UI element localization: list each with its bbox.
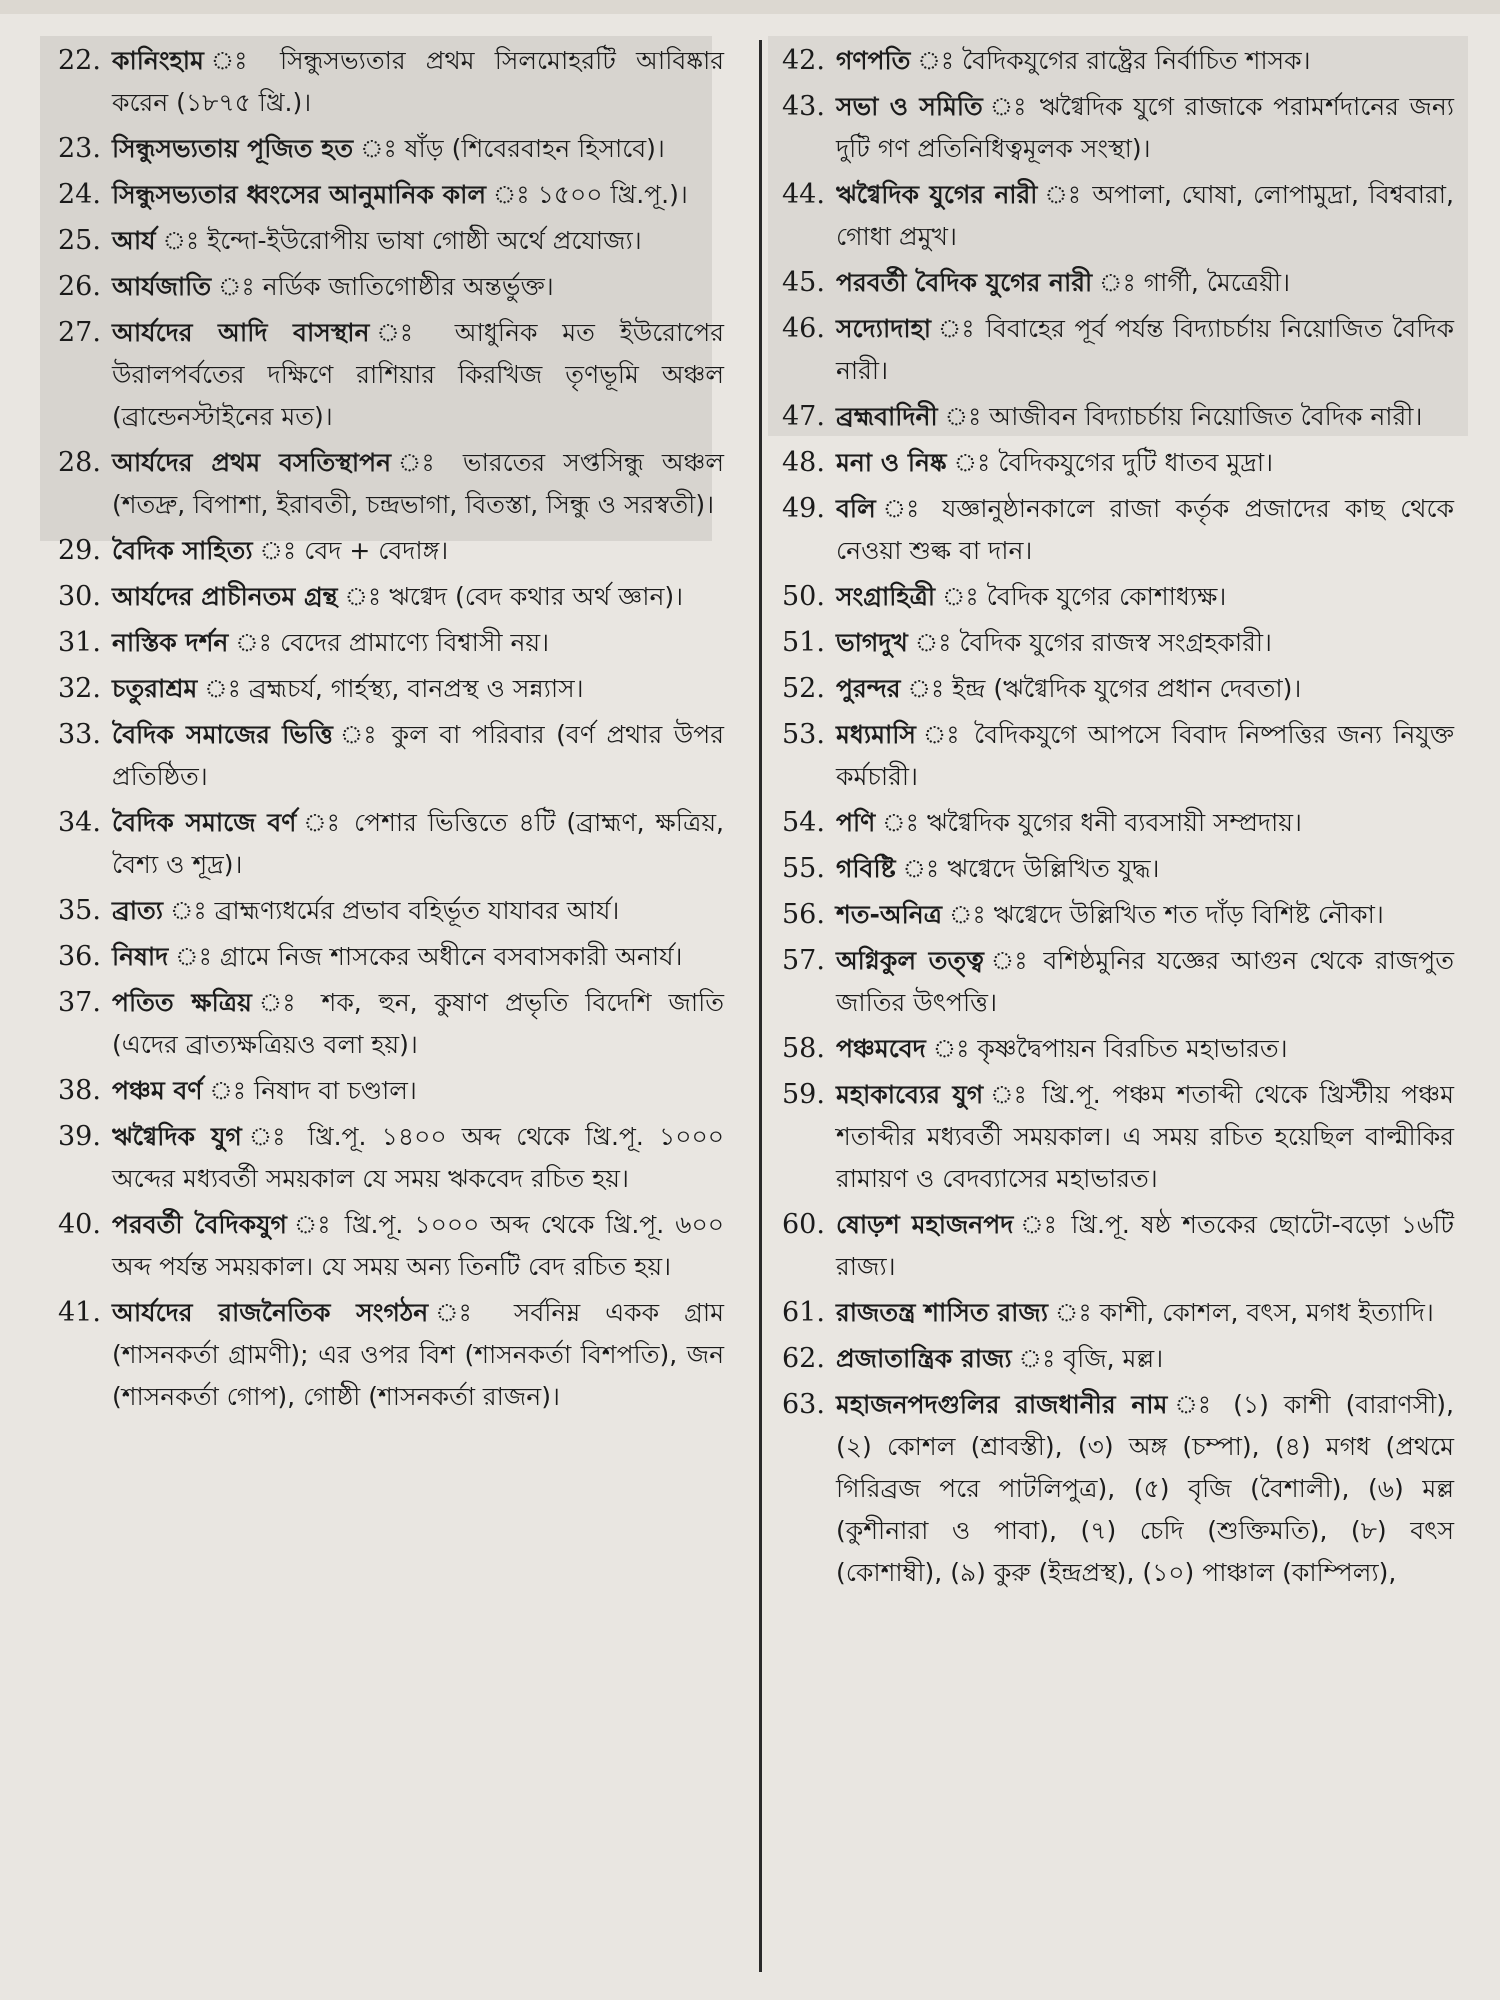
item-definition: ঃ অপালা, ঘোষা, লোপামুদ্রা, বিশ্ববারা, গোধা প্রমুখ। [836, 180, 1454, 251]
item-body [112, 266, 724, 308]
item-body [112, 668, 724, 710]
list-item [782, 576, 1454, 618]
item-body [836, 1292, 1454, 1334]
item-term: রাজতন্ত্র শাসিত রাজ্য [836, 1298, 1048, 1327]
item-term: ব্রহ্মবাদিনী [836, 402, 938, 431]
item-term: বৈদিক সমাজের ভিত্তি [112, 720, 333, 749]
item-body [836, 262, 1454, 304]
list-item [782, 894, 1454, 936]
item-term: বলি [836, 494, 876, 523]
item-body [836, 802, 1454, 844]
item-number: 37. [58, 987, 101, 1018]
item-term: নাস্তিক দর্শন [112, 628, 229, 657]
list-item [782, 848, 1454, 890]
item-body [836, 86, 1454, 170]
item-term: পণি [836, 808, 876, 837]
item-body [836, 40, 1454, 82]
list-item [782, 802, 1454, 844]
list-item [58, 1116, 724, 1200]
right-column [782, 40, 1454, 1598]
list-item [58, 936, 724, 978]
item-number: 55. [782, 853, 825, 884]
list-item [58, 576, 724, 618]
item-definition: ঃ শক, হুন, কুষাণ প্রভৃতি বিদেশি জাতি (এদের ব্রাত্যক্ষত্রিয়ও বলা হয়)। [112, 988, 724, 1059]
item-body [112, 442, 724, 526]
item-term: নিষাদ [112, 942, 169, 971]
item-body [836, 894, 1454, 936]
list-item [782, 1204, 1454, 1288]
list-item [782, 668, 1454, 710]
item-definition: ঃ নিষাদ বা চণ্ডাল। [202, 1076, 417, 1105]
list-item [58, 40, 724, 124]
item-number: 36. [58, 941, 101, 972]
item-definition: ঃ বেদের প্রামাণ্যে বিশ্বাসী নয়। [228, 628, 550, 657]
item-definition: ঃ বৈদিকযুগের দুটি ধাতব মুদ্রা। [946, 448, 1274, 477]
item-term: ঋগ্বৈদিক যুগের নারী [836, 180, 1038, 209]
item-number: 61. [782, 1297, 825, 1328]
item-number: 56. [782, 899, 825, 930]
item-number: 43. [782, 91, 825, 122]
item-body [112, 1116, 724, 1200]
item-number: 58. [782, 1033, 825, 1064]
item-definition: ঃ বিবাহের পূর্ব পর্যন্ত বিদ্যাচর্চায় নিয়োজিত বৈদিক নারী। [836, 314, 1454, 385]
item-term: প্রজাতান্ত্রিক রাজ্য [836, 1344, 1012, 1373]
item-body [112, 576, 724, 618]
item-definition: ঃ কৃষ্ণদ্বৈপায়ন বিরচিত মহাভারত। [925, 1034, 1288, 1063]
item-definition: ঃ নর্ডিক জাতিগোষ্ঠীর অন্তর্ভুক্ত। [211, 272, 554, 301]
item-body [836, 576, 1454, 618]
item-definition: ঃ ঋগ্বেদে উল্লিখিত যুদ্ধ। [895, 854, 1160, 883]
item-body [836, 488, 1454, 572]
item-body [112, 128, 724, 170]
list-item [58, 802, 724, 886]
item-term: মধ্যমাসি [836, 720, 916, 749]
item-number: 52. [782, 673, 825, 704]
list-item [58, 982, 724, 1066]
item-body [112, 312, 724, 438]
item-body [112, 174, 724, 216]
item-number: 63. [782, 1389, 825, 1420]
item-term: গবিষ্টি [836, 854, 896, 883]
item-number: 34. [58, 807, 101, 838]
item-term: সিন্ধুসভ্যতার ধ্বংসের আনুমানিক কাল [112, 180, 486, 209]
left-column [58, 40, 724, 1422]
item-body [836, 714, 1454, 798]
item-number: 26. [58, 271, 101, 302]
item-definition: ঃ বৈদিকযুগের রাষ্ট্রের নির্বাচিত শাসক। [910, 46, 1311, 75]
item-definition: ঃ বশিষ্ঠমুনির যজ্ঞের আগুন থেকে রাজপুত জাতির উৎপত্তি। [836, 946, 1454, 1017]
list-item [58, 1204, 724, 1288]
item-definition: ঃ ইন্দো-ইউরোপীয় ভাষা গোষ্ঠী অর্থে প্রযোজ্য। [155, 226, 642, 255]
item-term: সংগ্রাহিত্রী [836, 582, 936, 611]
item-term: পরবর্তী বৈদিকযুগ [112, 1210, 287, 1239]
item-number: 57. [782, 945, 825, 976]
item-term: ভাগদুখ [836, 628, 908, 657]
item-body [836, 442, 1454, 484]
item-number: 50. [782, 581, 825, 612]
item-body [112, 1292, 724, 1418]
item-number: 51. [782, 627, 825, 658]
item-term: আর্যজাতি [112, 272, 212, 301]
item-number: 30. [58, 581, 101, 612]
item-number: 45. [782, 267, 825, 298]
item-term: ঋগ্বৈদিক যুগ [112, 1122, 242, 1151]
item-number: 54. [782, 807, 825, 838]
item-body [836, 396, 1454, 438]
item-term: মহাজনপদগুলির রাজধানীর নাম [836, 1390, 1168, 1419]
item-body [112, 530, 724, 572]
item-definition: ঃ (১) কাশী (বারাণসী), (২) কোশল (শ্রাবস্তী), (৩) অঙ্গ (চম্পা), (৪) মগধ (প্রথমে গিরিব্রজ পরে পাটলিপুত্র), (৫) বৃজি (বৈশালী), (৬) মল্ল (কুশীনারা ও পাবা), (৭) চেদি (শুক্তিমতি), (৮) বৎস (কোশাম্বী), (৯) কুরু (ইন্দ্রপ্রস্থ), (১০) পাঞ্চাল (কাম্পিল্য), [836, 1390, 1454, 1587]
item-term: মহাকাব্যের যুগ [836, 1080, 984, 1109]
item-term: পুরন্দর [836, 674, 901, 703]
column-divider [759, 40, 762, 1972]
item-number: 24. [58, 179, 101, 210]
item-term: আর্যদের প্রাচীনতম গ্রন্থ [112, 582, 338, 611]
item-body [112, 802, 724, 886]
item-number: 44. [782, 179, 825, 210]
item-term: আর্য [112, 226, 156, 255]
item-definition: ঃ সিন্ধুসভ্যতার প্রথম সিলমোহরটি আবিষ্কার করেন (১৮৭৫ খ্রি.)। [112, 46, 724, 117]
list-item [782, 1028, 1454, 1070]
item-number: 22. [58, 45, 101, 76]
list-item [58, 622, 724, 664]
item-definition: ঃ ঋগ্বেদ (বেদ কথার অর্থ জ্ঞান)। [337, 582, 684, 611]
item-body [112, 890, 724, 932]
item-body [836, 622, 1454, 664]
list-item [782, 442, 1454, 484]
item-term: চতুরাশ্রম [112, 674, 198, 703]
item-body [836, 668, 1454, 710]
item-term: গণপতি [836, 46, 911, 75]
item-definition: ঃ বৈদিকযুগে আপসে বিবাদ নিষ্পত্তির জন্য নিযুক্ত কর্মচারী। [836, 720, 1454, 791]
item-number: 25. [58, 225, 101, 256]
list-item [782, 1338, 1454, 1380]
item-number: 40. [58, 1209, 101, 1240]
item-definition: ঃ আজীবন বিদ্যাচর্চায় নিয়োজিত বৈদিক নারী। [937, 402, 1423, 431]
list-item [782, 396, 1454, 438]
item-definition: ঃ বেদ + বেদাঙ্গ। [252, 536, 449, 565]
list-item [58, 312, 724, 438]
item-term: সভা ও সমিতি [836, 92, 983, 121]
item-body [112, 982, 724, 1066]
item-definition: ঃ বৈদিক যুগের রাজস্ব সংগ্রহকারী। [907, 628, 1272, 657]
item-number: 42. [782, 45, 825, 76]
item-body [112, 1204, 724, 1288]
item-definition: ঃ ১৫০০ খ্রি.পূ.)। [485, 180, 688, 209]
item-body [836, 174, 1454, 258]
item-definition: ঃ পেশার ভিত্তিতে ৪টি (ব্রাহ্মণ, ক্ষত্রিয়, বৈশ্য ও শূদ্র)। [112, 808, 724, 879]
item-body [836, 1384, 1454, 1594]
item-definition: ঃ ব্রাহ্মণ্যধর্মের প্রভাব বহির্ভূত যাযাবর আর্য। [163, 896, 620, 925]
item-definition: ঃ বৃজি, মল্ল। [1011, 1344, 1164, 1373]
list-item [58, 530, 724, 572]
item-definition: ঃ ভারতের সপ্তসিন্ধু অঞ্চল (শতদ্রু, বিপাশা, ইরাবতী, চন্দ্রভাগা, বিতস্তা, সিন্ধু ও সরস্বতী)। [112, 448, 724, 519]
item-term: আর্যদের প্রথম বসতিস্থাপন [112, 448, 391, 477]
item-term: বৈদিক সাহিত্য [112, 536, 253, 565]
item-number: 41. [58, 1297, 101, 1328]
item-term: সদ্যোদাহা [836, 314, 931, 343]
item-number: 28. [58, 447, 101, 478]
item-number: 27. [58, 317, 101, 348]
list-item [782, 174, 1454, 258]
list-item [782, 86, 1454, 170]
item-term: কানিংহাম [112, 46, 204, 75]
item-number: 35. [58, 895, 101, 926]
list-item [782, 40, 1454, 82]
list-item [782, 1074, 1454, 1200]
item-term: পঞ্চম বর্ণ [112, 1076, 203, 1105]
list-item [782, 1384, 1454, 1594]
list-item [782, 488, 1454, 572]
item-body [836, 1028, 1454, 1070]
item-number: 60. [782, 1209, 825, 1240]
list-item [58, 128, 724, 170]
item-body [836, 1074, 1454, 1200]
item-term: আর্যদের রাজনৈতিক সংগঠন [112, 1298, 429, 1327]
list-item [782, 714, 1454, 798]
list-item [782, 262, 1454, 304]
list-item [58, 266, 724, 308]
item-definition: ঃ খ্রি.পূ. পঞ্চম শতাব্দী থেকে খ্রিস্টীয় পঞ্চম শতাব্দীর মধ্যবর্তী সময়কাল। এ সময় রচিত হয়েছিল বাল্মীকির রামায়ণ ও বেদব্যাসের মহাভারত। [836, 1080, 1454, 1193]
item-number: 39. [58, 1121, 101, 1152]
item-definition: ঃ ব্রহ্মচর্য, গার্হস্থ্য, বানপ্রস্থ ও সন্ন্যাস। [197, 674, 584, 703]
item-term: শত-অনিত্র [836, 900, 943, 929]
item-term: ব্রাত্য [112, 896, 164, 925]
item-definition: ঃ ঋগ্বেদে উল্লিখিত শত দাঁড় বিশিষ্ট নৌকা। [942, 900, 1384, 929]
item-definition: ঃ কুল বা পরিবার (বর্ণ প্রথার উপর প্রতিষ্ঠিত। [112, 720, 724, 791]
item-number: 48. [782, 447, 825, 478]
item-definition: ঃ খ্রি.পূ. ১০০০ অব্দ থেকে খ্রি.পূ. ৬০০ অব্দ পর্যন্ত সময়কাল। যে সময় অন্য তিনটি বেদ রচিত হয়। [112, 1210, 724, 1281]
item-body [112, 936, 724, 978]
list-item [58, 1292, 724, 1418]
item-number: 33. [58, 719, 101, 750]
item-definition: ঃ ঋগ্বৈদিক যুগে রাজাকে পরামর্শদানের জন্য দুটি গণ প্রতিনিধিত্বমূলক সংস্থা)। [836, 92, 1454, 163]
item-number: 31. [58, 627, 101, 658]
item-number: 32. [58, 673, 101, 704]
item-term: পঞ্চমবেদ [836, 1034, 926, 1063]
item-term: পরবর্তী বৈদিক যুগের নারী [836, 268, 1093, 297]
list-item [58, 174, 724, 216]
item-definition: ঃ ষাঁড় (শিবেরবাহন হিসাবে)। [353, 134, 665, 163]
list-item [782, 1292, 1454, 1334]
item-number: 49. [782, 493, 825, 524]
item-definition: ঃ আধুনিক মত ইউরোপের উরালপর্বতের দক্ষিণে রাশিয়ার কিরখিজ তৃণভূমি অঞ্চল (ব্রান্ডেনস্টাইনের মত)। [112, 318, 725, 431]
item-number: 23. [58, 133, 101, 164]
item-number: 46. [782, 313, 825, 344]
item-body [112, 714, 724, 798]
item-number: 29. [58, 535, 101, 566]
item-body [112, 622, 724, 664]
list-item [782, 622, 1454, 664]
item-definition: ঃ যজ্ঞানুষ্ঠানকালে রাজা কর্তৃক প্রজাদের কাছ থেকে নেওয়া শুল্ক বা দান। [836, 494, 1454, 565]
item-body [112, 1070, 724, 1112]
list-item [58, 220, 724, 262]
item-number: 47. [782, 401, 825, 432]
item-term: মনা ও নিষ্ক [836, 448, 947, 477]
list-item [58, 442, 724, 526]
item-body [836, 848, 1454, 890]
item-definition: ঃ ঋগ্বৈদিক যুগের ধনী ব্যবসায়ী সম্প্রদায়। [875, 808, 1302, 837]
item-definition: ঃ গার্গী, মৈত্রেয়ী। [1092, 268, 1291, 297]
top-edge-strip [0, 0, 1500, 14]
list-item [782, 308, 1454, 392]
list-item [58, 714, 724, 798]
item-definition: ঃ কাশী, কোশল, বৎস, মগধ ইত্যাদি। [1047, 1298, 1434, 1327]
item-body [836, 1338, 1454, 1380]
item-definition: ঃ গ্রামে নিজ শাসকের অধীনে বসবাসকারী অনার্য। [168, 942, 683, 971]
list-item [58, 668, 724, 710]
item-term: ষোড়শ মহাজনপদ [836, 1210, 1014, 1239]
list-item [58, 890, 724, 932]
item-definition: ঃ খ্রি.পূ. ১৪০০ অব্দ থেকে খ্রি.পূ. ১০০০ অব্দের মধ্যবর্তী সময়কাল যে সময় ঋকবেদ রচিত হয়। [112, 1122, 724, 1193]
item-number: 59. [782, 1079, 825, 1110]
item-definition: ঃ খ্রি.পূ. ষষ্ঠ শতকের ছোটো-বড়ো ১৬টি রাজ্য। [836, 1210, 1454, 1281]
item-term: পতিত ক্ষত্রিয় [112, 988, 252, 1017]
item-number: 62. [782, 1343, 825, 1374]
item-definition: ঃ বৈদিক যুগের কোশাধ্যক্ষ। [935, 582, 1227, 611]
item-body [112, 40, 724, 124]
list-item [782, 940, 1454, 1024]
item-term: সিন্ধুসভ্যতায় পূজিত হত [112, 134, 354, 163]
item-term: আর্যদের আদি বাসস্থান [112, 318, 370, 347]
item-term: অগ্নিকুল তত্ত্ব [836, 946, 984, 975]
item-definition: ঃ ইন্দ্র (ঋগ্বৈদিক যুগের প্রধান দেবতা)। [900, 674, 1302, 703]
item-body [836, 308, 1454, 392]
item-number: 38. [58, 1075, 101, 1106]
list-item [58, 1070, 724, 1112]
item-body [112, 220, 724, 262]
item-body [836, 940, 1454, 1024]
item-body [836, 1204, 1454, 1288]
item-definition: ঃ সর্বনিম্ন একক গ্রাম (শাসনকর্তা গ্রামণী); এর ওপর বিশ (শাসনকর্তা বিশপতি), জন (শাসনকর্তা গোপ), গোষ্ঠী (শাসনকর্তা রাজন)। [112, 1298, 724, 1411]
item-term: বৈদিক সমাজে বর্ণ [112, 808, 297, 837]
item-number: 53. [782, 719, 825, 750]
